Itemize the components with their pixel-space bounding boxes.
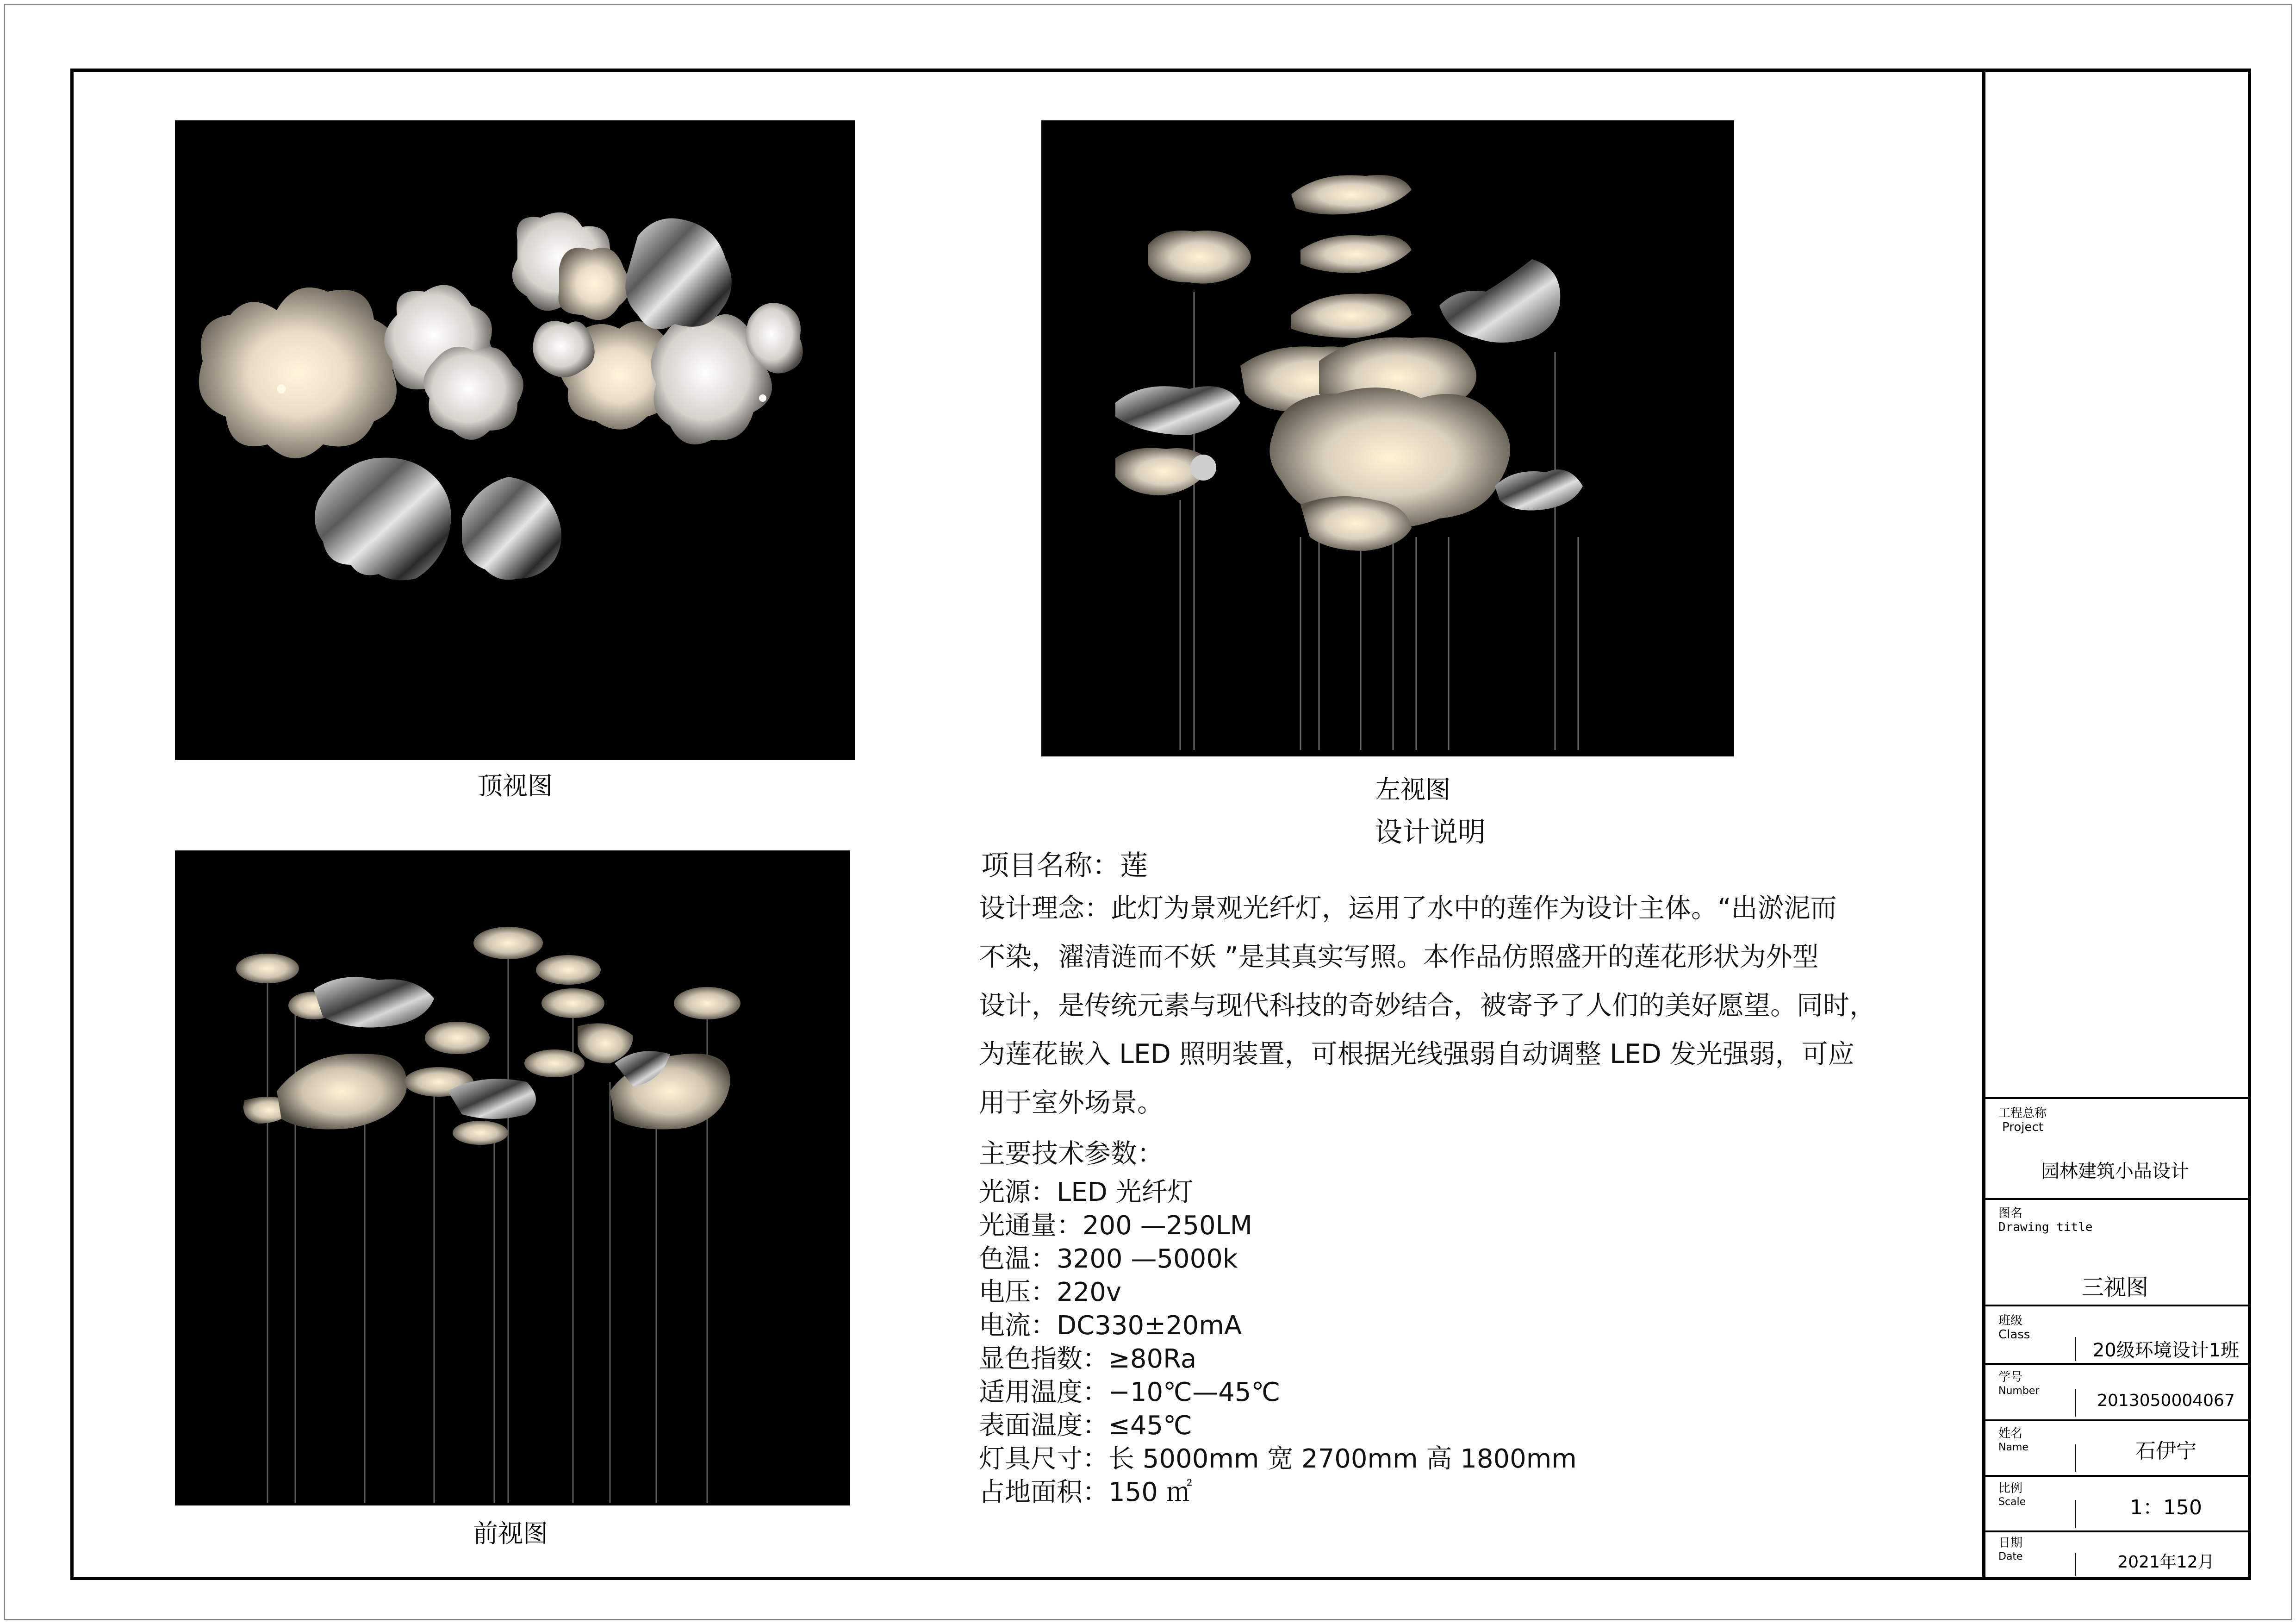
date-label-cn: 日期 — [1998, 1536, 2023, 1550]
design-notes-title: 设计说明 — [1375, 816, 1486, 849]
project-value: 园林建筑小品设计 — [2041, 1161, 2189, 1182]
left-view-image — [1041, 120, 1734, 756]
concept-line: 设计，是传统元素与现代科技的奇妙结合，被寄予了人们的美好愿望。同时， — [979, 990, 1876, 1021]
front-view-caption: 前视图 — [473, 1519, 548, 1548]
class-value: 20级环境设计1班 — [2092, 1340, 2240, 1361]
tb-tick — [2075, 1337, 2076, 1361]
title-block-divider — [1982, 69, 1985, 1580]
top-view-render — [175, 120, 855, 760]
scale-label — [1998, 1481, 2026, 1509]
class-label-cn: 班级 — [1998, 1314, 2023, 1328]
name-value: 石伊宁 — [2135, 1439, 2196, 1463]
number-label-cn: 学号 — [1998, 1370, 2023, 1384]
front-view-render — [175, 850, 850, 1505]
concept-line: 为莲花嵌入 LED 照明装置，可根据光线强弱自动调整 LED 发光强弱，可应 — [979, 1039, 1854, 1069]
project-label — [1998, 1106, 2047, 1134]
tech-params-list — [979, 1176, 1577, 1509]
name-label — [1998, 1427, 2028, 1455]
left-view-render — [1041, 120, 1734, 756]
name-label-cn: 姓名 — [1998, 1427, 2023, 1441]
front-view-image — [175, 850, 850, 1505]
concept-line: 用于室外场景。 — [979, 1087, 1164, 1118]
param-surface-temp: 表面温度：≤45℃ — [979, 1411, 1193, 1441]
date-value: 2021年12月 — [2117, 1553, 2215, 1572]
param-voltage: 电压：220v — [979, 1277, 1122, 1307]
tech-params-title: 主要技术参数： — [979, 1138, 1164, 1169]
param-area: 占地面积：150 ㎡ — [979, 1477, 1192, 1507]
drawing-title-label — [1998, 1206, 2093, 1234]
drawing-label-cn: 图名 — [1998, 1206, 2023, 1220]
tb-tick — [2075, 1500, 2076, 1528]
param-light-source: 光源：LED 光纤灯 — [979, 1177, 1194, 1207]
param-current: 电流：DC330±20mA — [979, 1311, 1242, 1341]
date-label-en: Date — [1998, 1551, 2023, 1562]
tb-tick — [2075, 1444, 2076, 1472]
tb-rule — [1982, 1475, 2251, 1477]
name-label-en: Name — [1998, 1442, 2028, 1453]
scale-label-en: Scale — [1998, 1496, 2026, 1508]
number-label-en: Number — [1998, 1385, 2040, 1397]
date-label — [1998, 1536, 2023, 1564]
tb-rule — [1982, 1305, 2251, 1306]
concept-line: 设计理念：此灯为景观光纤灯，运用了水中的莲作为设计主体。“出淤泥而 — [979, 893, 1837, 924]
param-cri: 显色指数：≥80Ra — [979, 1344, 1197, 1374]
tb-tick — [2075, 1553, 2076, 1576]
param-dimensions: 灯具尺寸：长 5000mm 宽 2700mm 高 1800mm — [979, 1444, 1577, 1474]
tb-rule — [1982, 1419, 2251, 1421]
param-luminous-flux: 光通量：200 —250LM — [979, 1211, 1253, 1241]
left-view-caption: 左视图 — [1375, 775, 1450, 804]
tb-rule — [1982, 1198, 2251, 1200]
concept-line: 不染，濯清涟而不妖 ”是其真实写照。本作品仿照盛开的莲花形状为外型 — [979, 942, 1819, 972]
param-operating-temp: 适用温度：−10℃—45℃ — [979, 1377, 1281, 1407]
class-label — [1998, 1314, 2030, 1342]
param-color-temp: 色温：3200 —5000k — [979, 1244, 1238, 1274]
class-label-en: Class — [1998, 1328, 2030, 1342]
design-concept — [979, 884, 1932, 1127]
scale-label-cn: 比例 — [1998, 1481, 2023, 1495]
tb-rule — [1982, 1530, 2251, 1532]
scale-value: 1：150 — [2130, 1496, 2202, 1519]
top-view-caption: 顶视图 — [478, 771, 553, 800]
number-label — [1998, 1370, 2039, 1398]
top-view-image — [175, 120, 855, 760]
tb-rule — [1982, 1363, 2251, 1365]
project-name: 项目名称：莲 — [981, 849, 1148, 882]
tb-tick — [2075, 1389, 2076, 1417]
number-value: 2013050004067 — [2097, 1391, 2235, 1410]
project-label-cn: 工程总称 — [1998, 1106, 2047, 1120]
drawing-label-en: Drawing title — [1998, 1220, 2093, 1234]
project-label-en: Project — [2002, 1120, 2043, 1134]
tb-rule — [1982, 1097, 2251, 1099]
drawing-title-value: 三视图 — [2081, 1274, 2148, 1300]
